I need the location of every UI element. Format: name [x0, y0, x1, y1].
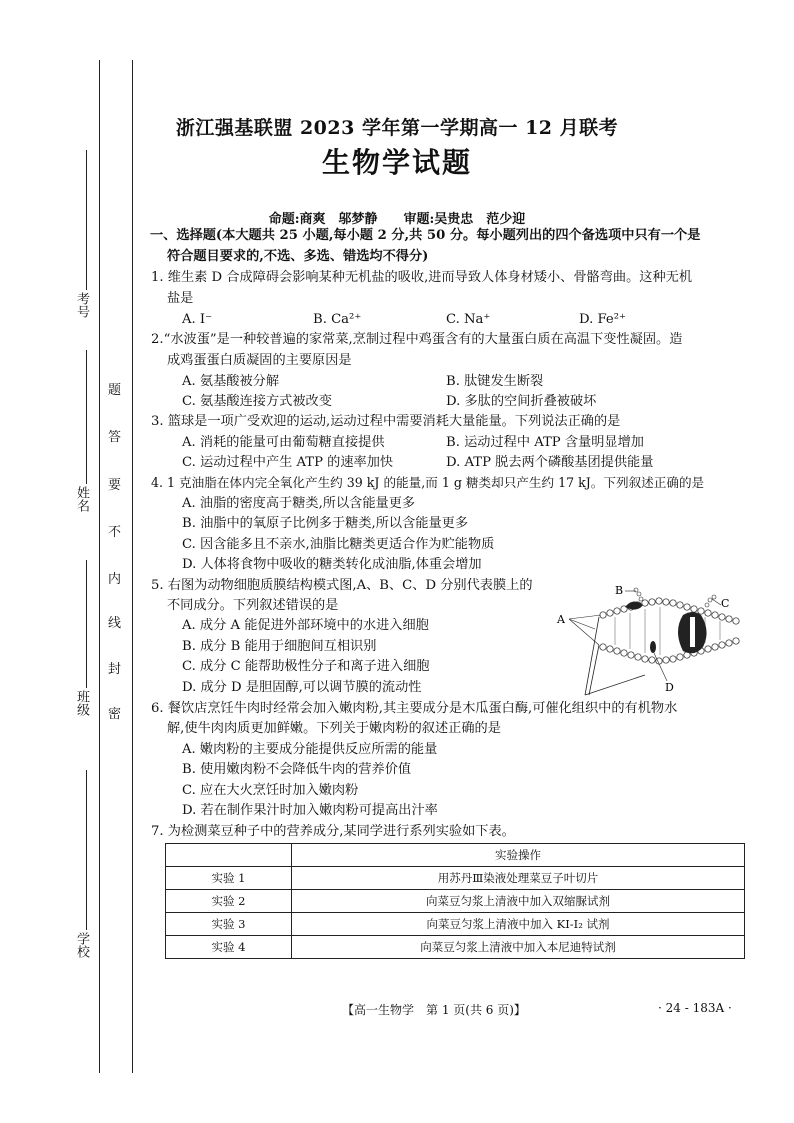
q7-stem: 7. 为检测菜豆种子中的营养成分,某同学进行系列实验如下表。 — [151, 824, 515, 839]
fig-label-d: D — [665, 681, 674, 694]
table-cell: 向菜豆匀浆上清液中加入双缩脲试剂 — [292, 890, 745, 913]
q2-option-a: A. 氨基酸被分解 — [182, 374, 280, 389]
fig-label-a: A — [557, 613, 565, 626]
table-row — [166, 867, 745, 890]
q4-option-c: C. 因含能多且不亲水,油脂比糖类更适合作为贮能物质 — [182, 537, 495, 552]
table-row — [166, 913, 745, 936]
table-row — [166, 890, 745, 913]
authors-line: 命题:商爽 邬梦静 审题:吴贵忠 范少迎 — [268, 212, 526, 227]
q4-option-a: A. 油脂的密度高于糖类,所以含能量更多 — [182, 496, 416, 511]
seal-char: 不 — [108, 525, 122, 540]
q5-option-a: A. 成分 A 能促进外部环境中的水进入细胞 — [182, 618, 429, 633]
q1-option-b: B. Ca²⁺ — [313, 312, 362, 327]
q3-option-b: B. 运动过程中 ATP 含量明显增加 — [446, 435, 644, 450]
table-cell: 实验 2 — [166, 890, 292, 913]
seal-char: 题 — [108, 383, 122, 398]
q6-option-d: D. 若在制作果汁时加入嫩肉粉可提高出汁率 — [182, 803, 438, 818]
seal-char: 内 — [108, 572, 122, 587]
q3-option-a: A. 消耗的能量可由葡萄糖直接提供 — [182, 435, 385, 450]
table-cell: 实验 1 — [166, 867, 292, 890]
table-cell: 向菜豆匀浆上清液中加入本尼迪特试剂 — [292, 936, 745, 959]
q6-stem-cont: 解,使牛肉肉质更加鲜嫩。下列关于嫩肉粉的叙述正确的是 — [167, 721, 501, 736]
name-label: 姓名 — [74, 486, 89, 512]
page-number: 【高一生物学 第 1 页(共 6 页)】 — [342, 1003, 526, 1017]
q5-stem-cont: 不同成分。下列叙述错误的是 — [167, 598, 339, 613]
q2-stem-cont: 成鸡蛋蛋白质凝固的主要原因是 — [167, 353, 352, 368]
section-heading-cont: 符合题目要求的,不选、多选、错选均不得分) — [167, 249, 429, 264]
seal-char: 封 — [108, 662, 122, 677]
q2-option-b: B. 肽键发生断裂 — [446, 374, 544, 389]
table-header-cell — [166, 844, 292, 867]
fig-label-c: C — [721, 597, 730, 610]
experiment-table — [165, 843, 745, 959]
q1-stem: 1. 维生素 D 合成障碍会影响某种无机盐的吸收,进而导致人体身材矮小、骨骼弯曲。这种无机 — [151, 270, 693, 285]
q5-option-d: D. 成分 D 是胆固醇,可以调节膜的流动性 — [182, 680, 422, 695]
q2-option-c: C. 氨基酸连接方式被改变 — [182, 394, 332, 409]
seal-char: 密 — [108, 707, 122, 722]
seal-char: 要 — [108, 478, 122, 493]
q3-option-d: D. ATP 脱去两个磷酸基团提供能量 — [446, 455, 654, 470]
name-blank — [86, 350, 87, 484]
q2-stem: 2.“水波蛋”是一种较普遍的家常菜,烹制过程中鸡蛋含有的大量蛋白质在高温下变性凝固。造 — [151, 332, 683, 347]
table-cell: 实验 3 — [166, 913, 292, 936]
q1-stem-cont: 盐是 — [167, 291, 194, 306]
q6-option-b: B. 使用嫩肉粉不会降低牛肉的营养价值 — [182, 762, 412, 777]
table-header-cell: 实验操作 — [292, 844, 745, 867]
exam-title: 浙江强基联盟 2023 学年第一学期高一 12 月联考 — [175, 117, 619, 139]
table-cell: 实验 4 — [166, 936, 292, 959]
q4-option-b: B. 油脂中的氧原子比例多于糖类,所以含能量更多 — [182, 516, 469, 531]
table-cell: 用苏丹Ⅲ染液处理菜豆子叶切片 — [292, 867, 745, 890]
q4-stem: 4. 1 克油脂在体内完全氧化产生约 39 kJ 的能量,而 1 g 糖类却只产生约 17 kJ。下列叙述正确的是 — [151, 475, 705, 490]
q6-option-a: A. 嫩肉粉的主要成分能提供反应所需的能量 — [182, 742, 438, 757]
q5-stem: 5. 右图为动物细胞质膜结构模式图,A、B、C、D 分别代表膜上的 — [151, 578, 533, 593]
q2-option-d: D. 多肽的空间折叠被破坏 — [446, 394, 597, 409]
subject-title: 生物学试题 — [321, 146, 472, 179]
q1-option-c: C. Na⁺ — [446, 312, 491, 327]
q6-option-c: C. 应在大火烹饪时加入嫩肉粉 — [182, 783, 359, 798]
q1-option-a: A. I⁻ — [182, 312, 213, 327]
class-label: 班级 — [74, 690, 89, 716]
table-row — [166, 936, 745, 959]
seal-char: 线 — [108, 616, 122, 631]
q1-option-d: D. Fe²⁺ — [579, 312, 626, 327]
cell-membrane-figure — [555, 585, 750, 697]
q5-option-b: B. 成分 B 能用于细胞间互相识别 — [182, 639, 377, 654]
exam-code: · 24 - 183A · — [658, 1001, 732, 1015]
table-cell: 向菜豆匀浆上清液中加入 KI-I₂ 试剂 — [292, 913, 745, 936]
seal-char: 答 — [108, 430, 122, 445]
q3-option-c: C. 运动过程中产生 ATP 的速率加快 — [182, 455, 394, 470]
q4-option-d: D. 人体将食物中吸收的糖类转化成油脂,体重会增加 — [182, 557, 482, 572]
class-blank — [86, 560, 87, 688]
school-label: 学校 — [74, 932, 89, 958]
q6-stem: 6. 餐饮店烹饪牛肉时经常会加入嫩肉粉,其主要成分是木瓜蛋白酶,可催化组织中的有机物水 — [151, 701, 678, 716]
q5-option-c: C. 成分 C 能帮助极性分子和离子进入细胞 — [182, 659, 430, 674]
exam-number-label: 考号 — [74, 292, 89, 318]
q3-stem: 3. 篮球是一项广受欢迎的运动,运动过程中需要消耗大量能量。下列说法正确的是 — [151, 414, 621, 429]
fig-label-b: B — [615, 585, 624, 597]
table-header-row — [166, 844, 745, 867]
school-blank — [86, 770, 87, 930]
section-heading: 一、选择题(本大题共 25 小题,每小题 2 分,共 50 分。每小题列出的四个备选项中只有一个是 — [150, 228, 701, 243]
